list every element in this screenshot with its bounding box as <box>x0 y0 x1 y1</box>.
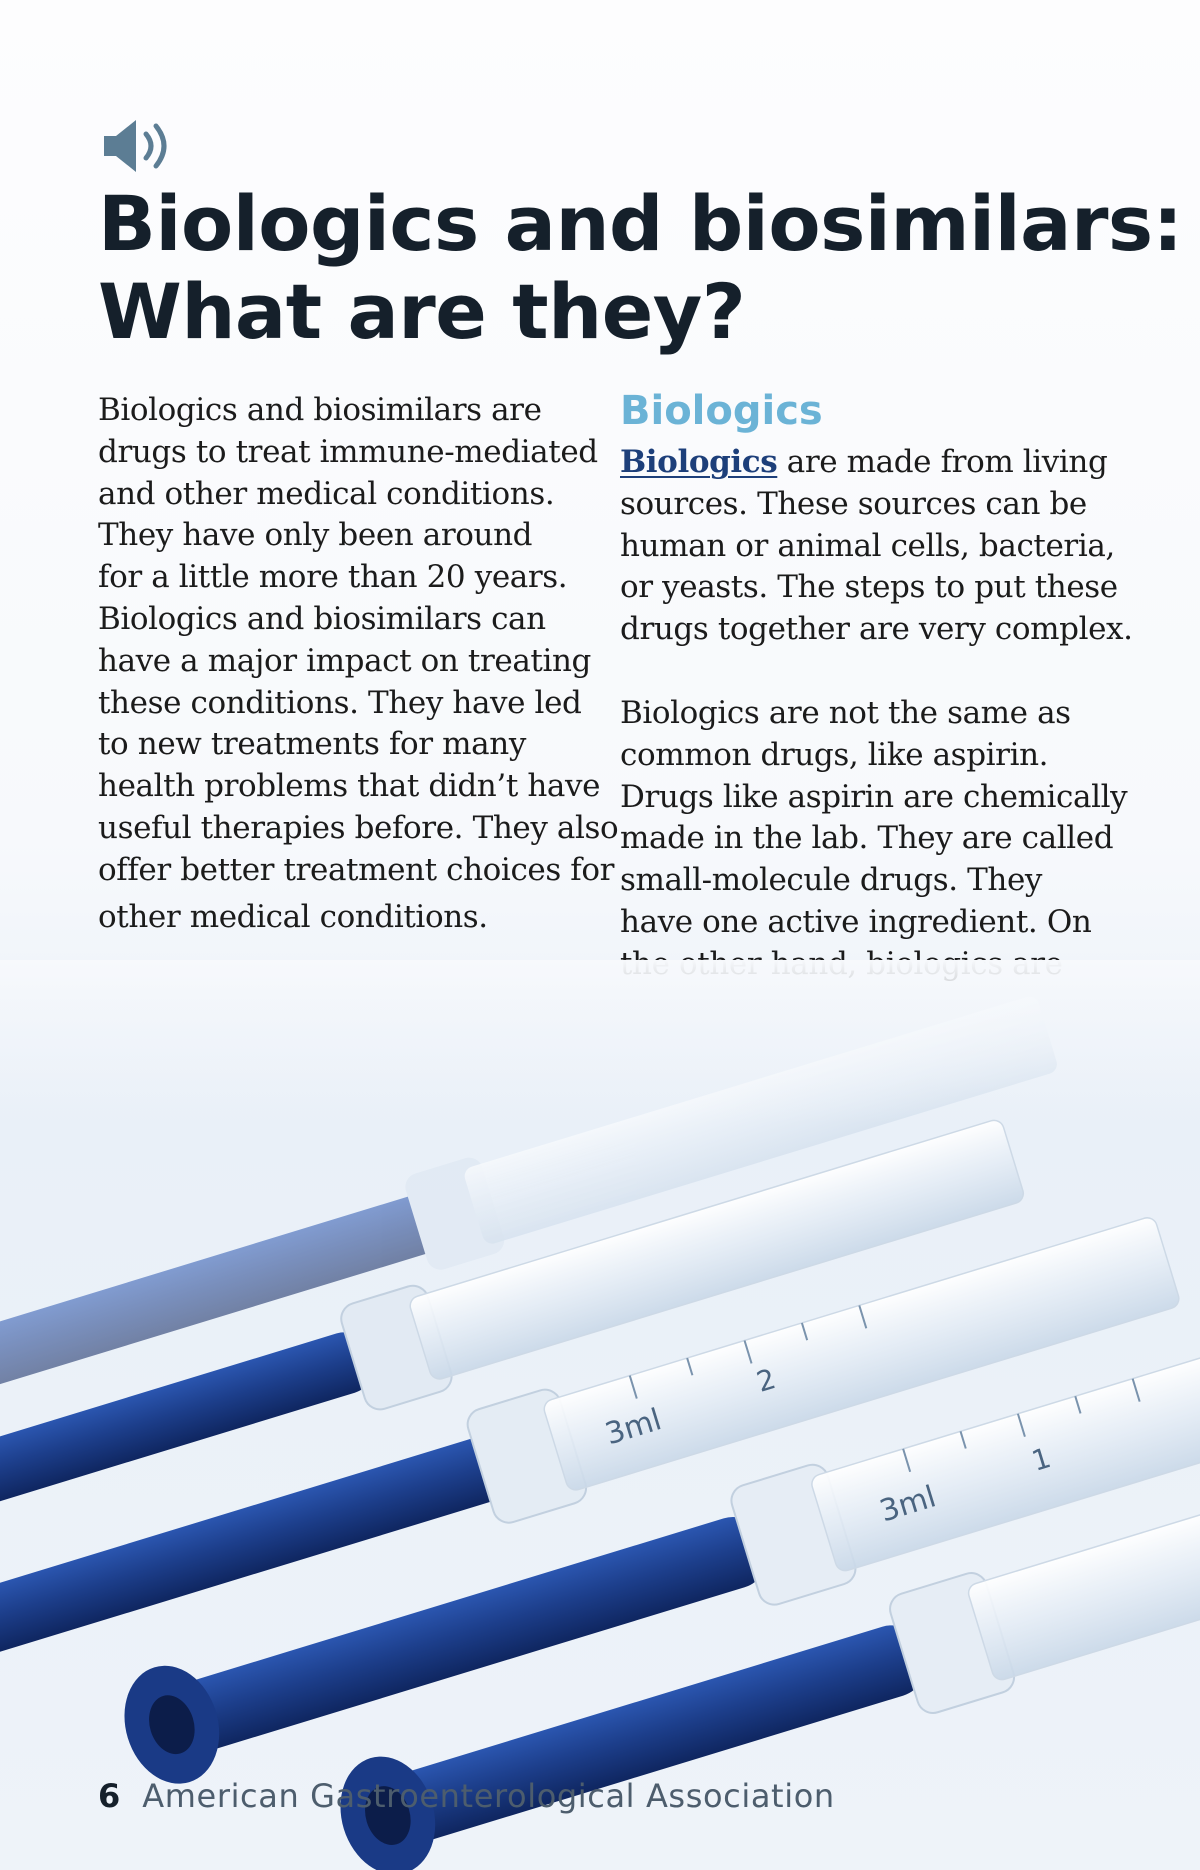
text-line: and other medical conditions. <box>98 475 555 512</box>
page-footer <box>98 1776 835 1816</box>
biologics-section <box>620 386 1180 986</box>
text-line: common drugs, like aspirin. <box>620 736 1049 773</box>
text-line: human or animal cells, bacteria, <box>620 527 1115 564</box>
text-line: or yeasts. The steps to put these <box>620 569 1118 606</box>
biologics-link[interactable]: Biologics <box>620 444 778 480</box>
text-line: have a major impact on treating <box>98 642 592 679</box>
text-line: for a little more than 20 years. <box>98 559 568 596</box>
text-line: health problems that didn’t have <box>98 768 601 805</box>
text-fragment: are made from living <box>777 444 1108 480</box>
text-line: to new treatments for many <box>98 726 526 763</box>
text-line: Biologics and biosimilars can <box>98 600 546 637</box>
organization-name: American Gastroenterological Association <box>142 1777 835 1815</box>
title-line: What are they? <box>98 267 746 356</box>
speaker-icon[interactable] <box>100 116 180 176</box>
text-line: have one active ingredient. On <box>620 903 1092 940</box>
text-line: drugs together are very complex. <box>620 611 1133 648</box>
text-line: useful therapies before. They also <box>98 809 619 846</box>
text-line: offer better treatment choices for <box>98 851 615 888</box>
text-line: Drugs like aspirin are chemically <box>620 778 1128 815</box>
page-title <box>98 179 1183 356</box>
text-line: drugs to treat immune-mediated <box>98 433 598 470</box>
text-line: sources. These sources can be <box>620 485 1087 522</box>
text-line: these conditions. They have led <box>98 684 582 721</box>
text-line: small-molecule drugs. They <box>620 862 1043 899</box>
text-line <box>620 442 1180 484</box>
intro-paragraph <box>98 390 619 938</box>
text-line: made in the lab. They are called <box>620 820 1114 857</box>
text-line: They have only been around <box>98 517 533 554</box>
paragraph-gap <box>620 651 1180 693</box>
section-heading: Biologics <box>620 388 823 434</box>
text-line: Biologics and biosimilars are <box>98 392 542 428</box>
title-line: Biologics and biosimilars: <box>98 179 1183 268</box>
page-number: 6 <box>98 1777 121 1815</box>
text-line: other medical conditions. <box>98 898 488 935</box>
text-line: Biologics are not the same as <box>620 694 1071 731</box>
syringes-photo <box>0 960 1200 1870</box>
